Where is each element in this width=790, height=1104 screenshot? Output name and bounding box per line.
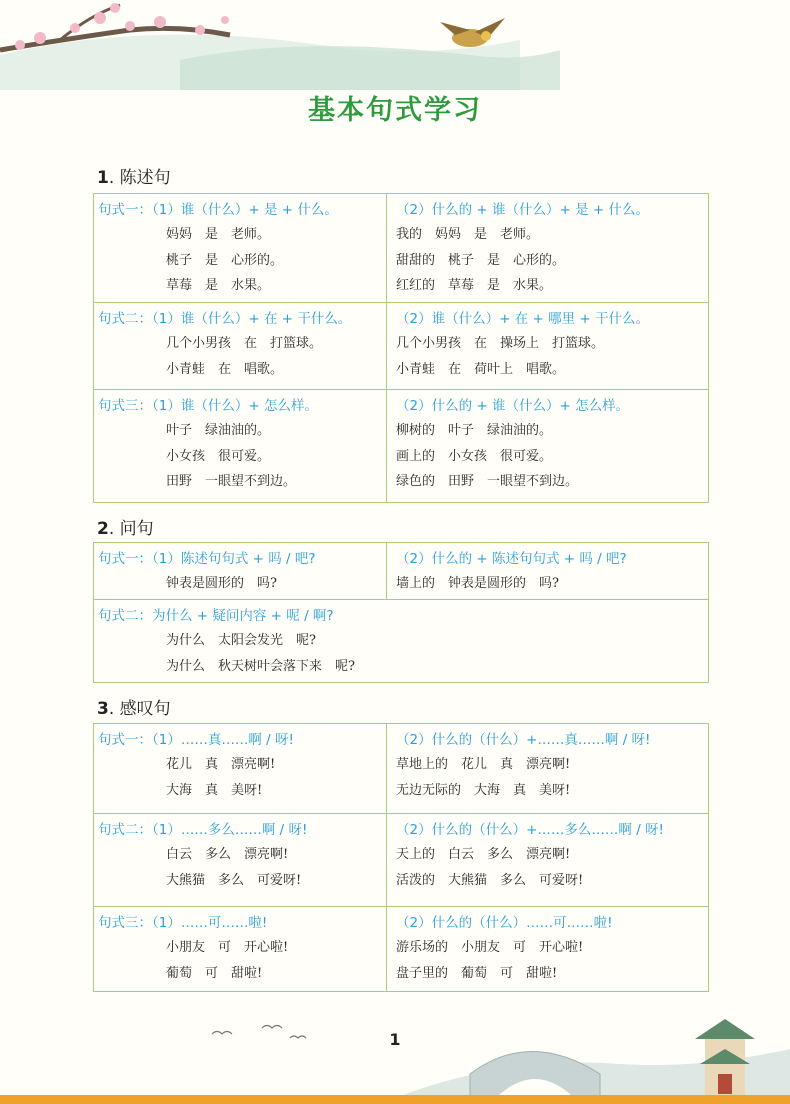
pattern-formula: （2）谁（什么）+ 在 + 哪里 + 干什么。 [396, 311, 649, 327]
section-heading [97, 514, 154, 539]
pattern-formula: 句式二：为什么 + 疑问内容 + 呢 / 啊? [98, 608, 334, 624]
example-sentence: 桃子 是 心形的。 [166, 252, 284, 268]
pattern-formula: （2）什么的（什么）……可……啦! [396, 915, 613, 931]
example-sentence: 墙上的 钟表是圆形的 吗? [396, 576, 559, 591]
pattern-cell [94, 907, 387, 991]
section-dot: . [108, 519, 120, 539]
pattern-formula: （2）什么的 + 谁（什么）+ 是 + 什么。 [396, 202, 649, 218]
example-sentence: 活泼的 大熊猫 多么 可爱呀! [396, 872, 584, 888]
pattern-cell [94, 390, 387, 502]
example-sentence: 小青蛙 在 唱歌。 [166, 361, 284, 377]
pattern-formula: （2）什么的（什么）+……真……啊 / 呀! [396, 732, 651, 748]
pattern-formula: 句式一：（1）……真……啊 / 呀! [98, 732, 294, 748]
pattern-formula: （2）什么的（什么）+……多么……啊 / 呀! [396, 822, 664, 838]
table-row [94, 906, 708, 991]
example-sentence: 田野 一眼望不到边。 [166, 474, 297, 489]
pattern-cell [94, 814, 387, 906]
example-sentence: 绿色的 田野 一眼望不到边。 [396, 474, 579, 489]
pattern-cell [94, 303, 387, 389]
example-sentence: 草地上的 花儿 真 漂亮啊! [396, 757, 571, 772]
example-sentence: 叶子 绿油油的。 [166, 423, 271, 438]
example-sentence: 葡萄 可 甜啦! [166, 965, 263, 981]
section-dot: . [108, 699, 120, 719]
section-heading [97, 163, 171, 188]
section-number: 2 [97, 519, 109, 539]
header-decoration [0, 0, 790, 90]
pattern-cell [387, 543, 708, 599]
pattern-cell [94, 194, 387, 302]
pattern-cell [387, 194, 708, 302]
pattern-cell [387, 303, 708, 389]
example-sentence: 大海 真 美呀! [166, 782, 263, 798]
sentence-pattern-table [93, 723, 709, 992]
section-number: 1 [97, 168, 109, 188]
example-sentence: 为什么 太阳会发光 呢? [166, 633, 316, 648]
table-row [94, 194, 708, 302]
table-row [94, 389, 708, 502]
section-title: 感叹句 [119, 699, 171, 719]
pattern-formula: 句式一：（1）谁（什么）+ 是 + 什么。 [98, 202, 338, 218]
example-sentence: 几个小男孩 在 打篮球。 [166, 336, 323, 351]
example-sentence: 小女孩 很可爱。 [166, 448, 271, 464]
footer-decoration [0, 994, 790, 1104]
example-sentence: 花儿 真 漂亮啊! [166, 757, 276, 772]
example-sentence: 我的 妈妈 是 老师。 [396, 227, 540, 242]
example-sentence: 天上的 白云 多么 漂亮啊! [396, 847, 571, 862]
example-sentence: 红红的 草莓 是 水果。 [396, 278, 553, 293]
example-sentence: 柳树的 叶子 绿油油的。 [396, 423, 553, 438]
pattern-cell [94, 600, 708, 682]
section-title: 问句 [119, 519, 154, 539]
pattern-formula: 句式三：（1）……可……啦! [98, 915, 268, 931]
example-sentence: 草莓 是 水果。 [166, 278, 271, 293]
sentence-pattern-table [93, 193, 709, 503]
footer-bar [0, 1095, 790, 1104]
pattern-formula: （2）什么的 + 陈述句句式 + 吗 / 吧? [396, 551, 627, 567]
page-title: 基本句式学习 [308, 95, 482, 126]
pattern-cell [94, 543, 387, 599]
pattern-cell [387, 814, 708, 906]
example-sentence: 游乐场的 小朋友 可 开心啦! [396, 940, 584, 955]
table-row [94, 543, 708, 599]
pattern-cell [387, 390, 708, 502]
example-sentence: 盘子里的 葡萄 可 甜啦! [396, 965, 558, 981]
example-sentence: 无边无际的 大海 真 美呀! [396, 782, 571, 798]
table-row [94, 813, 708, 906]
pattern-formula: （2）什么的 + 谁（什么）+ 怎么样。 [396, 398, 630, 414]
table-row [94, 302, 708, 389]
pattern-formula: 句式一：（1）陈述句句式 + 吗 / 吧? [98, 551, 316, 567]
section-heading [97, 694, 171, 719]
example-sentence: 甜甜的 桃子 是 心形的。 [396, 252, 566, 268]
section-number: 3 [97, 699, 109, 719]
example-sentence: 画上的 小女孩 很可爱。 [396, 448, 553, 464]
example-sentence: 小朋友 可 开心啦! [166, 940, 289, 955]
example-sentence: 钟表是圆形的 吗? [166, 576, 277, 591]
page-number: 1 [389, 1030, 401, 1049]
table-row [94, 599, 708, 682]
bird-icon [440, 18, 505, 47]
section-dot: . [108, 168, 120, 188]
pattern-formula: 句式二：（1）谁（什么）+ 在 + 干什么。 [98, 311, 352, 327]
pattern-cell [387, 724, 708, 813]
section-title: 陈述句 [119, 168, 171, 188]
example-sentence: 妈妈 是 老师。 [166, 227, 271, 242]
example-sentence: 小青蛙 在 荷叶上 唱歌。 [396, 361, 566, 377]
pattern-formula: 句式三：（1）谁（什么）+ 怎么样。 [98, 398, 318, 414]
pattern-formula: 句式二：（1）……多么……啊 / 呀! [98, 822, 308, 838]
example-sentence: 大熊猫 多么 可爱呀! [166, 872, 302, 888]
example-sentence: 为什么 秋天树叶会落下来 呢? [166, 658, 355, 674]
table-row [94, 724, 708, 813]
sentence-pattern-table [93, 542, 709, 683]
example-sentence: 几个小男孩 在 操场上 打篮球。 [396, 336, 605, 351]
pattern-cell [94, 724, 387, 813]
pattern-cell [387, 907, 708, 991]
example-sentence: 白云 多么 漂亮啊! [166, 847, 289, 862]
